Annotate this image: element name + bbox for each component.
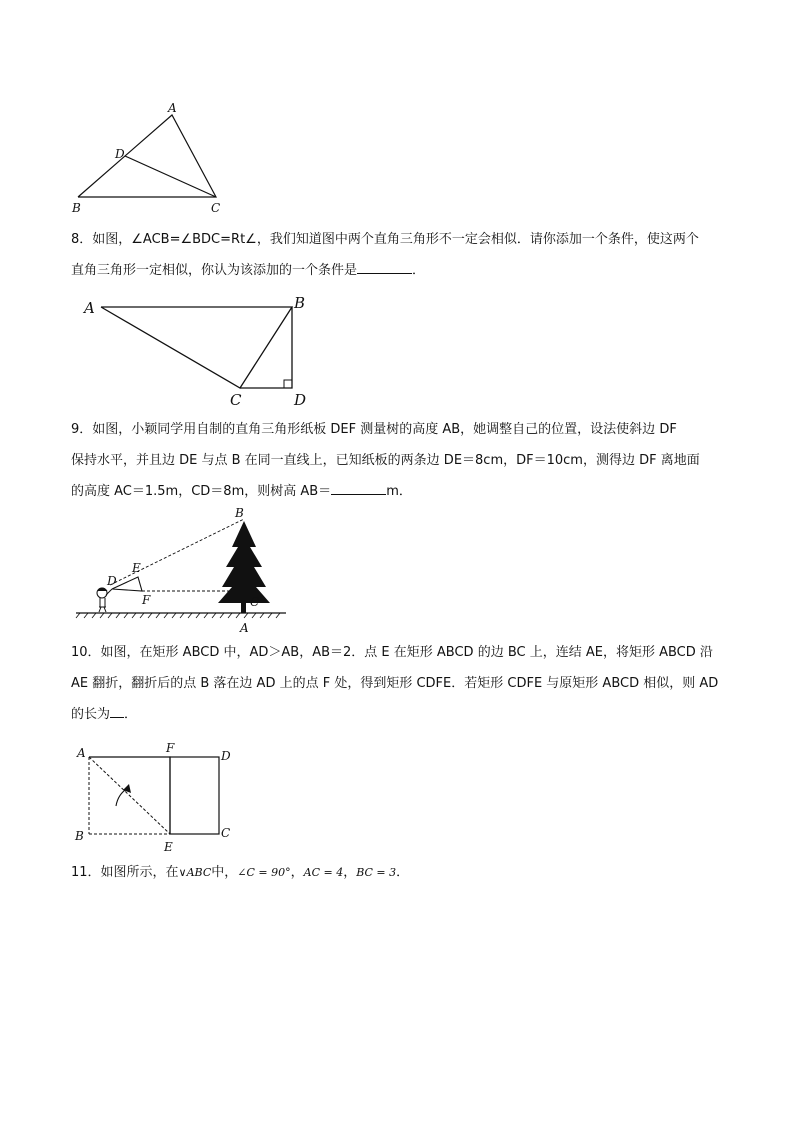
label-c: C bbox=[211, 201, 221, 215]
figure-rectangle-fold bbox=[68, 738, 248, 854]
label-a: A bbox=[84, 299, 95, 317]
q10-line2: AE 翻折，翻折后的点 B 落在边 AD 上的点 F 处，得到矩形 CDFE．若矩形 CDFE 与原矩形 ABCD 相似，则 AD bbox=[71, 676, 719, 691]
sight-line-db bbox=[110, 519, 244, 585]
label-d: D bbox=[294, 391, 307, 408]
tree-icon bbox=[218, 521, 270, 613]
q9-line3: 的高度 AC＝1.5m，CD＝8m，则树高 AB＝ m． bbox=[71, 476, 721, 507]
label-c: C bbox=[250, 595, 260, 609]
q9-line1: 9．如图，小颖同学用自制的直角三角形纸板 DEF 测量树的高度 AB，她调整自己的位置，设法使斜边 DF bbox=[71, 422, 677, 437]
triangle-abc-symbol: ∨ABC bbox=[178, 866, 212, 879]
label-c: C bbox=[221, 826, 231, 840]
q10-line1: 10．如图，在矩形 ABCD 中，AD＞AB，AB＝2．点 E 在矩形 ABCD 的边 BC 上，连结 AE，将矩形 ABCD 沿 bbox=[71, 645, 713, 660]
question-8 bbox=[71, 224, 721, 286]
triangle-abc bbox=[78, 115, 216, 197]
label-d: D bbox=[115, 147, 125, 161]
figure-q8-triangles bbox=[80, 292, 320, 408]
question-11 bbox=[71, 857, 721, 888]
label-e: E bbox=[164, 840, 173, 854]
figure-tree-measurement bbox=[72, 505, 292, 637]
rectangle-cdfe bbox=[170, 757, 219, 834]
label-f: F bbox=[142, 593, 151, 607]
q11-line1: 11．如图所示，在∨ABC中，∠C = 90°，AC = 4，BC = 3． bbox=[71, 865, 410, 880]
person-icon bbox=[97, 588, 112, 612]
length-ac: AC = 4 bbox=[303, 866, 344, 879]
label-c: C bbox=[230, 391, 242, 408]
fold-arrowhead bbox=[123, 784, 131, 793]
answer-blank[interactable] bbox=[357, 258, 412, 274]
label-b: B bbox=[72, 201, 81, 215]
segment-ae-dashed bbox=[89, 757, 170, 834]
figure-triangle-abc-d bbox=[68, 100, 238, 220]
triangle-acb bbox=[101, 307, 292, 388]
label-e: E bbox=[132, 561, 141, 575]
angle-c: ∠C = 90° bbox=[237, 866, 291, 879]
label-a: A bbox=[168, 101, 177, 115]
q8-line1: 8．如图，∠ACB=∠BDC=Rt∠，我们知道图中两个直角三角形不一定会相似．请你添加一个条件，使这两个 bbox=[71, 232, 699, 247]
segment-dc bbox=[125, 156, 216, 197]
q10-line3: 的长为 ． bbox=[71, 699, 721, 730]
answer-blank[interactable] bbox=[331, 479, 386, 495]
label-d: D bbox=[107, 574, 117, 588]
label-d: D bbox=[221, 749, 231, 763]
label-a: A bbox=[240, 621, 249, 635]
ground-hatching bbox=[76, 613, 280, 618]
q9-line2: 保持水平，并且边 DE 与点 B 在同一直线上，已知纸板的两条边 DE＝8cm，DF＝10cm，测得边 DF 离地面 bbox=[71, 453, 700, 468]
question-9 bbox=[71, 414, 721, 507]
q8-line2: 直角三角形一定相似，你认为该添加的一个条件是 ． bbox=[71, 255, 721, 286]
question-10 bbox=[71, 637, 721, 730]
label-b: B bbox=[235, 506, 244, 520]
length-bc: BC = 3 bbox=[356, 866, 397, 879]
label-f: F bbox=[166, 741, 175, 755]
right-angle-mark bbox=[284, 380, 292, 388]
answer-blank[interactable] bbox=[110, 702, 124, 718]
label-a: A bbox=[77, 746, 86, 760]
label-b: B bbox=[294, 294, 306, 312]
label-b: B bbox=[75, 829, 84, 843]
